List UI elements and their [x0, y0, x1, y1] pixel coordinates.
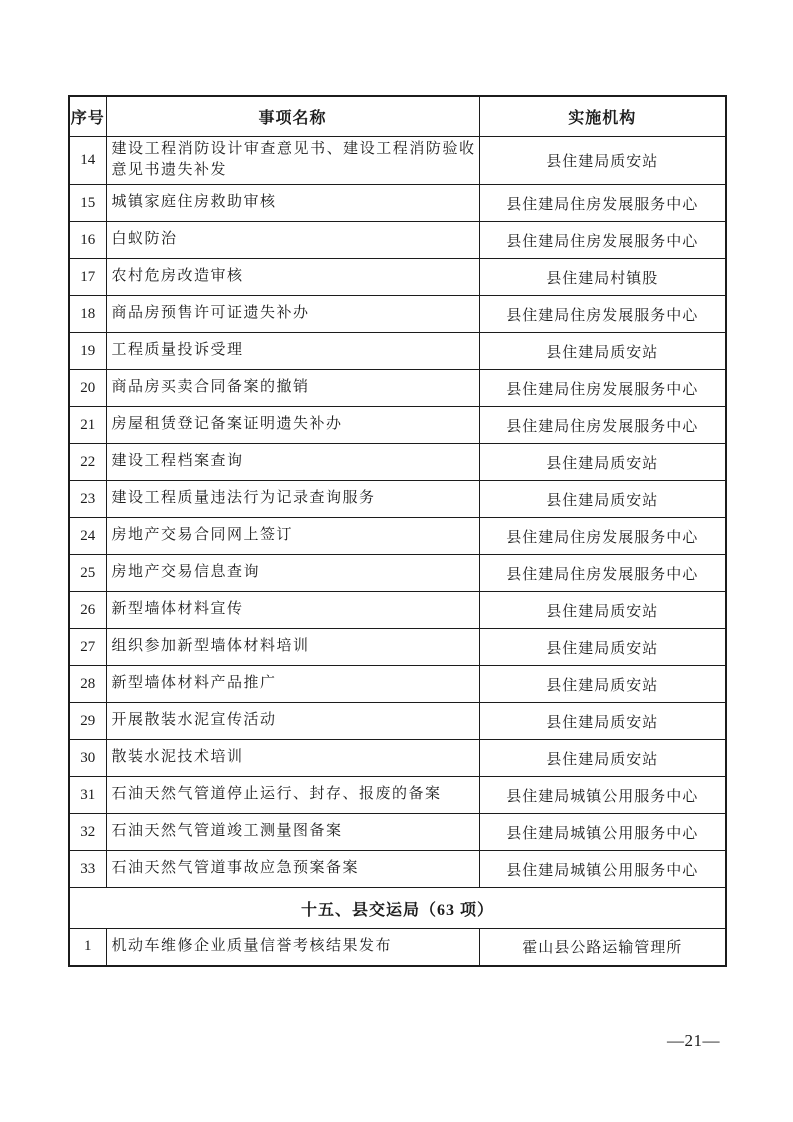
agency-cell: 县住建局质安站 [479, 444, 726, 481]
seq-cell: 25 [69, 555, 106, 592]
item-name-cell: 房屋租赁登记备案证明遗失补办 [106, 407, 479, 444]
item-name-cell: 石油天然气管道竣工测量图备案 [106, 814, 479, 851]
table-row [69, 518, 726, 555]
table-row [69, 259, 726, 296]
items-table [68, 95, 727, 967]
agency-cell: 县住建局质安站 [479, 333, 726, 370]
item-name-cell: 石油天然气管道停止运行、封存、报废的备案 [106, 777, 479, 814]
table-row [69, 222, 726, 259]
agency-cell: 县住建局城镇公用服务中心 [479, 814, 726, 851]
agency-cell: 县住建局质安站 [479, 592, 726, 629]
table-row [69, 592, 726, 629]
table-row [69, 629, 726, 666]
seq-cell: 1 [69, 929, 106, 966]
seq-cell: 27 [69, 629, 106, 666]
item-name-cell: 石油天然气管道事故应急预案备案 [106, 851, 479, 888]
seq-cell: 20 [69, 370, 106, 407]
table-row [69, 777, 726, 814]
item-name-cell: 建设工程消防设计审查意见书、建设工程消防验收意见书遗失补发 [106, 136, 479, 185]
item-name-cell: 建设工程质量违法行为记录查询服务 [106, 481, 479, 518]
seq-cell: 33 [69, 851, 106, 888]
table-row [69, 481, 726, 518]
column-header-agency: 实施机构 [479, 96, 726, 136]
table-row [69, 814, 726, 851]
agency-cell: 县住建局住房发展服务中心 [479, 185, 726, 222]
section-header-row [69, 888, 726, 929]
agency-cell: 县住建局住房发展服务中心 [479, 407, 726, 444]
agency-cell: 县住建局住房发展服务中心 [479, 518, 726, 555]
item-name-cell: 城镇家庭住房救助审核 [106, 185, 479, 222]
page-number: —21— [667, 1031, 720, 1050]
agency-cell: 县住建局住房发展服务中心 [479, 370, 726, 407]
item-name-cell: 房地产交易合同网上签订 [106, 518, 479, 555]
agency-cell: 县住建局住房发展服务中心 [479, 555, 726, 592]
table-row [69, 555, 726, 592]
seq-cell: 15 [69, 185, 106, 222]
table-row [69, 444, 726, 481]
agency-cell: 县住建局城镇公用服务中心 [479, 851, 726, 888]
agency-cell: 县住建局质安站 [479, 629, 726, 666]
seq-cell: 29 [69, 703, 106, 740]
table-header-row [69, 96, 726, 136]
seq-cell: 14 [69, 136, 106, 185]
item-name-cell: 房地产交易信息查询 [106, 555, 479, 592]
seq-cell: 17 [69, 259, 106, 296]
table-row [69, 136, 726, 185]
agency-cell: 县住建局住房发展服务中心 [479, 222, 726, 259]
agency-cell: 县住建局城镇公用服务中心 [479, 777, 726, 814]
agency-cell: 县住建局质安站 [479, 666, 726, 703]
item-name-cell: 工程质量投诉受理 [106, 333, 479, 370]
seq-cell: 28 [69, 666, 106, 703]
table-row [69, 370, 726, 407]
table-row [69, 666, 726, 703]
agency-cell: 县住建局质安站 [479, 740, 726, 777]
item-name-cell: 开展散装水泥宣传活动 [106, 703, 479, 740]
agency-cell: 县住建局质安站 [479, 136, 726, 185]
item-name-cell: 商品房预售许可证遗失补办 [106, 296, 479, 333]
item-name-cell: 建设工程档案查询 [106, 444, 479, 481]
item-name-cell: 新型墙体材料宣传 [106, 592, 479, 629]
seq-cell: 32 [69, 814, 106, 851]
seq-cell: 22 [69, 444, 106, 481]
table-row [69, 185, 726, 222]
item-name-cell: 农村危房改造审核 [106, 259, 479, 296]
table-row [69, 740, 726, 777]
table-body [69, 136, 726, 966]
agency-cell: 霍山县公路运输管理所 [479, 929, 726, 966]
item-name-cell: 机动车维修企业质量信誉考核结果发布 [106, 929, 479, 966]
table-row [69, 703, 726, 740]
seq-cell: 16 [69, 222, 106, 259]
item-name-cell: 白蚁防治 [106, 222, 479, 259]
seq-cell: 21 [69, 407, 106, 444]
seq-cell: 23 [69, 481, 106, 518]
table-row [69, 929, 726, 966]
seq-cell: 19 [69, 333, 106, 370]
agency-cell: 县住建局质安站 [479, 481, 726, 518]
item-name-cell: 商品房买卖合同备案的撤销 [106, 370, 479, 407]
seq-cell: 18 [69, 296, 106, 333]
seq-cell: 30 [69, 740, 106, 777]
table-row [69, 296, 726, 333]
column-header-name: 事项名称 [106, 96, 479, 136]
item-name-cell: 组织参加新型墙体材料培训 [106, 629, 479, 666]
seq-cell: 24 [69, 518, 106, 555]
seq-cell: 31 [69, 777, 106, 814]
section-title: 十五、县交运局（63 项） [69, 888, 726, 929]
agency-cell: 县住建局质安站 [479, 703, 726, 740]
agency-cell: 县住建局村镇股 [479, 259, 726, 296]
item-name-cell: 新型墙体材料产品推广 [106, 666, 479, 703]
item-name-cell: 散装水泥技术培训 [106, 740, 479, 777]
table-row [69, 851, 726, 888]
agency-cell: 县住建局住房发展服务中心 [479, 296, 726, 333]
seq-cell: 26 [69, 592, 106, 629]
column-header-seq: 序号 [69, 96, 106, 136]
table-row [69, 407, 726, 444]
table-row [69, 333, 726, 370]
